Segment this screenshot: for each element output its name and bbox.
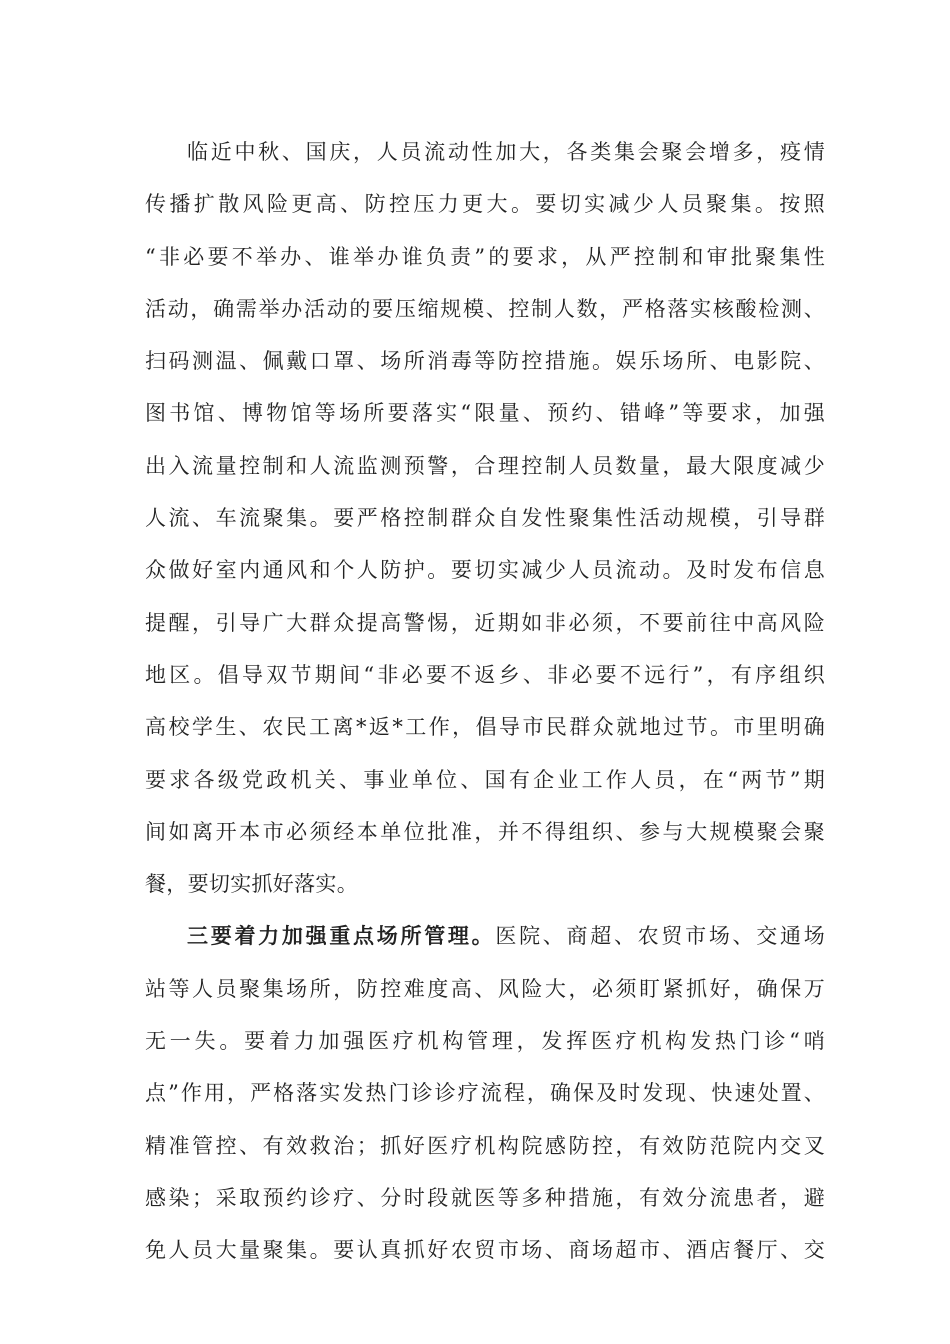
paragraph-line: 点”作用，严格落实发热门诊诊疗流程，确保及时发现、快速处置、 bbox=[145, 1081, 825, 1106]
paragraph-line: 站等人员聚集场所，防控难度高、风险大，必须盯紧抓好，确保万 bbox=[145, 976, 825, 1001]
paragraph-line: 精准管控、有效救治；抓好医疗机构院感防控，有效防范院内交叉 bbox=[145, 1133, 825, 1158]
paragraph-line bbox=[145, 917, 825, 969]
paragraph-line: 免人员大量聚集。要认真抓好农贸市场、商场超市、酒店餐厅、交 bbox=[145, 1238, 825, 1263]
paragraph-line: 人流、车流聚集。要严格控制群众自发性聚集性活动规模，引导群 bbox=[145, 506, 825, 531]
heading-line-rest: 医院、商超、农贸市场、交通场 bbox=[495, 924, 826, 949]
paragraph-line: 地区。倡导双节期间“非必要不返乡、非必要不远行”，有序组织 bbox=[145, 662, 825, 687]
paragraph-line: 众做好室内通风和个人防护。要切实减少人员流动。及时发布信息 bbox=[145, 558, 825, 583]
paragraph-line: 临近中秋、国庆，人员流动性加大，各类集会聚会增多，疫情 bbox=[187, 140, 825, 164]
paragraph-line: 传播扩散风险更高、防控压力更大。要切实减少人员聚集。按照 bbox=[145, 192, 825, 217]
section-heading: 三要着力加强重点场所管理。 bbox=[187, 923, 496, 949]
paragraph-line: 感染；采取预约诊疗、分时段就医等多种措施，有效分流患者，避 bbox=[145, 1185, 825, 1210]
paragraph-line: 提醒，引导广大群众提高警惕，近期如非必须，不要前往中高风险 bbox=[145, 610, 825, 635]
paragraph-line: 餐，要切实抓好落实。 bbox=[145, 872, 358, 897]
paragraph-line: 无一失。要着力加强医疗机构管理，发挥医疗机构发热门诊“哨 bbox=[145, 1029, 825, 1054]
paragraph-line: 高校学生、农民工离*返*工作，倡导市民群众就地过节。市里明确 bbox=[145, 715, 825, 740]
paragraph-line: 活动，确需举办活动的要压缩规模、控制人数，严格落实核酸检测、 bbox=[145, 296, 825, 321]
paragraph-line: 出入流量控制和人流监测预警，合理控制人员数量，最大限度减少 bbox=[145, 453, 825, 478]
paragraph-line: 图书馆、博物馆等场所要落实“限量、预约、错峰”等要求，加强 bbox=[145, 401, 825, 426]
paragraph-line: 扫码测温、佩戴口罩、场所消毒等防控措施。娱乐场所、电影院、 bbox=[145, 349, 825, 374]
paragraph-line: 要求各级党政机关、事业单位、国有企业工作人员，在“两节”期 bbox=[145, 767, 825, 792]
paragraph-line: 间如离开本市必须经本单位批准，并不得组织、参与大规模聚会聚 bbox=[145, 819, 825, 844]
paragraph-line: “非必要不举办、谁举办谁负责”的要求，从严控制和审批聚集性 bbox=[145, 244, 825, 269]
document-body bbox=[145, 133, 825, 1284]
